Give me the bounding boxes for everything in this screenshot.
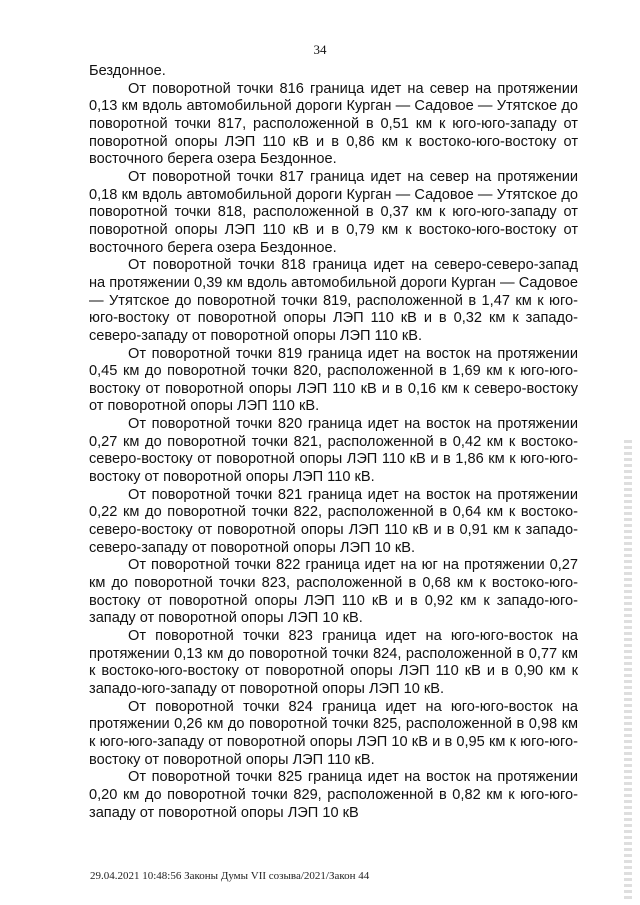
margin-stamp-strip	[624, 440, 632, 900]
page-number: 34	[313, 42, 327, 57]
document-body	[89, 63, 578, 822]
paragraph-point-822: От поворотной точки 822 граница идет на юг на протяжении 0,27 км до поворотной точки 823, расположенной в 0,68 км к востоко-юго-востоку от поворотной опоры ЛЭП 110 кВ и в 0,92 км к западо-юго-западу от поворотной опоры ЛЭП 10 кВ.	[89, 557, 578, 627]
paragraph-continuation: Бездонное.	[89, 63, 166, 79]
paragraph-point-816: От поворотной точки 816 граница идет на север на протяжении 0,13 км вдоль автомобильной дороги Курган — Садовое — Утятское до поворотной точки 817, расположенной в 0,51 км к юго-юго-западу от поворотной опоры ЛЭП 110 кВ и в 0,86 км к востоко-юго-востоку от восточного берега озера Бездонное.	[89, 80, 578, 168]
paragraph-point-821: От поворотной точки 821 граница идет на восток на протяжении 0,22 км до поворотной точки 822, расположенной в 0,64 км к востоко-северо-востоку от поворотной опоры ЛЭП 110 кВ и в 0,91 км к западо-северо-западу от поворотной опоры ЛЭП 10 кВ.	[89, 486, 578, 556]
paragraph-point-820: От поворотной точки 820 граница идет на восток на протяжении 0,27 км до поворотной точки 821, расположенной в 0,42 км к востоко-северо-востоку от поворотной опоры ЛЭП 110 кВ и в 1,86 км к юго-юго-востоку от поворотной опоры ЛЭП 110 кВ.	[89, 416, 578, 486]
paragraph-point-817: От поворотной точки 817 граница идет на север на протяжении 0,18 км вдоль автомобильной дороги Курган — Садовое — Утятское до поворотной точки 818, расположенной в 0,37 км к юго-юго-западу от поворотной опоры ЛЭП 110 кВ и в 0,79 км к востоко-юго-востоку от восточного берега озера Бездонное.	[89, 168, 578, 256]
paragraph-point-824: От поворотной точки 824 граница идет на юго-юго-восток на протяжении 0,26 км до поворотной точки 825, расположенной в 0,98 км к юго-юго-западу от поворотной опоры ЛЭП 10 кВ и в 0,95 км к юго-юго-востоку от поворотной опоры ЛЭП 110 кВ.	[89, 698, 578, 768]
footer-metadata: 29.04.2021 10:48:56 Законы Думы VII созыва/2021/Закон 44	[90, 870, 370, 882]
paragraph-point-818: От поворотной точки 818 граница идет на северо-северо-запад на протяжении 0,39 км вдоль автомобильной дороги Курган — Садовое — Утятское до поворотной точки 819, расположенной в 1,47 км к юго-юго-востоку от поворотной опоры ЛЭП 110 кВ и в 0,32 км к западо-северо-западу от поворотной опоры ЛЭП 110 кВ.	[89, 257, 578, 344]
paragraph-point-823: От поворотной точки 823 граница идет на юго-юго-восток на протяжении 0,13 км до поворотной точки 824, расположенной в 0,77 км к востоко-юго-востоку от поворотной опоры ЛЭП 110 кВ и в 0,90 км к западо-юго-западу от поворотной опоры ЛЭП 10 кВ.	[89, 628, 578, 697]
paragraph-point-819: От поворотной точки 819 граница идет на восток на протяжении 0,45 км до поворотной точки 820, расположенной в 1,69 км к юго-юго-востоку от поворотной опоры ЛЭП 110 кВ и в 0,16 км к северо-востоку от поворотной опоры ЛЭП 110 кВ.	[89, 345, 578, 415]
paragraph-point-825: От поворотной точки 825 граница идет на восток на протяжении 0,20 км до поворотной точки 829, расположенной в 0,82 км к юго-юго-западу от поворотной опоры ЛЭП 10 кВ	[89, 769, 578, 821]
